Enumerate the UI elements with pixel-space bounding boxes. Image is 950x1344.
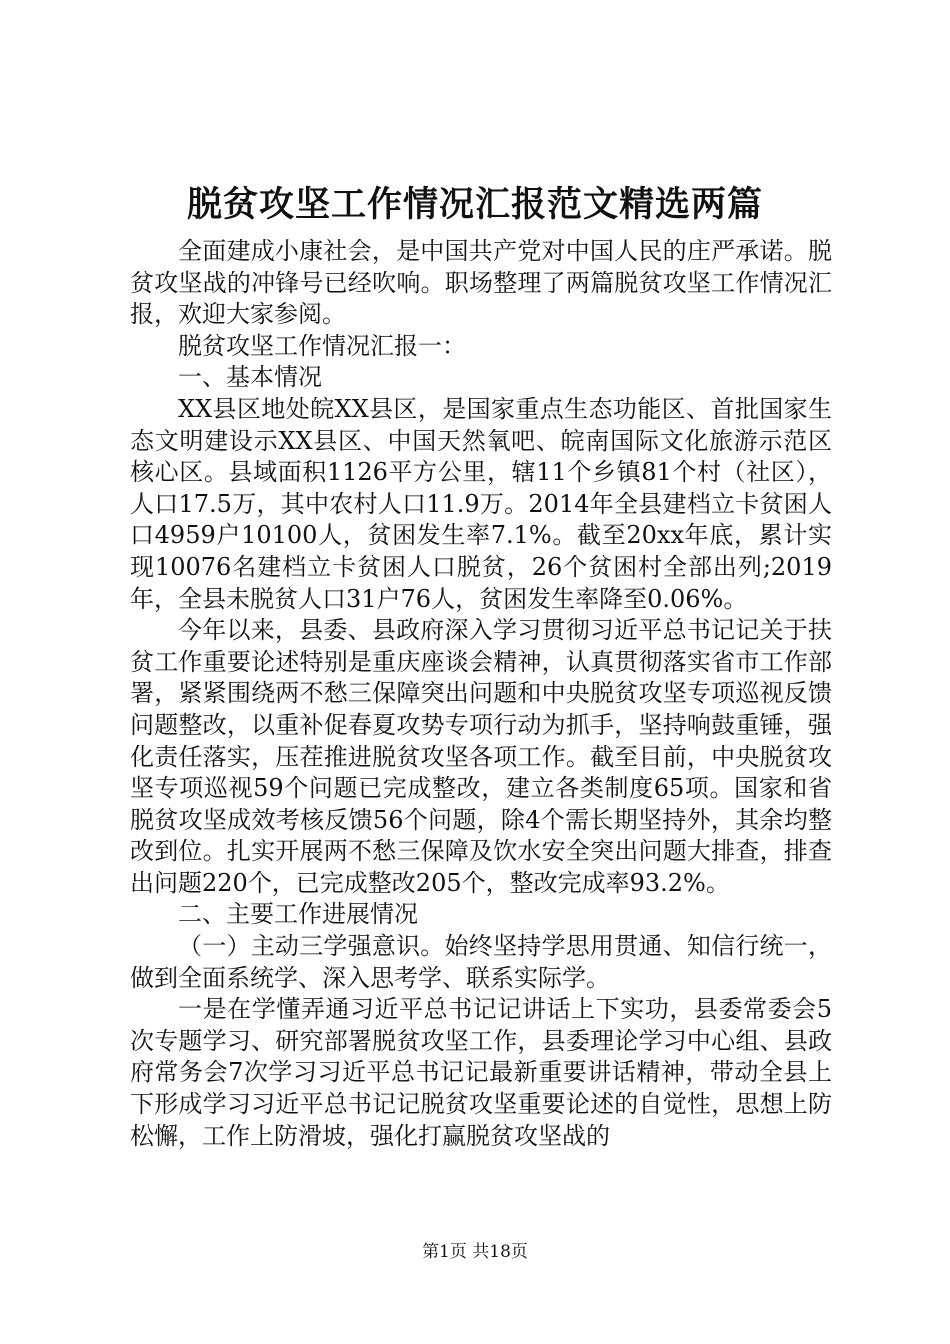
- paragraph-intro: 全面建成小康社会，是中国共产党对中国人民的庄严承诺。脱贫攻坚战的冲锋号已经吹响。职场整理了两篇脱贫攻坚工作情况汇报，欢迎大家参阅。: [130, 237, 832, 329]
- document-body: [130, 236, 832, 1152]
- paragraph-this-year: 今年以来，县委、县政府深入学习贯彻习近平总书记记关于扶贫工作重要论述特别是重庆座谈会精神，认真贯彻落实省市工作部署，紧紧围绕两不愁三保障突出问题和中央脱贫攻坚专项巡视反馈问题整改，以重补促春夏攻势专项行动为抓手，坚持响鼓重锤，强化责任落实，压茬推进脱贫攻坚各项工作。截至目前，中央脱贫攻坚专项巡视59个问题已完成整改，建立各类制度65项。国家和省脱贫攻坚成效考核反馈56个问题，除4个需长期坚持外，其余均整改到位。扎实开展两不愁三保障及饮水安全突出问题大排查，排查出问题220个，已完成整改205个，整改完成率93.2%。: [130, 616, 832, 897]
- paragraph-basic-info: XX县区地处皖XX县区，是国家重点生态功能区、首批国家生态文明建设示XX县区、中国天然氧吧、皖南国际文化旅游示范区核心区。县域面积1126平方公里，辖11个乡镇81个村（社区），人口17.5万，其中农村人口11.9万。2014年全县建档立卡贫困人口4959户10100人，贫困发生率7.1%。截至20xx年底，累计实现10076名建档立卡贫困人口脱贫，26个贫困村全部出列;2019年，全县未脱贫人口31户76人，贫困发生率降至0.06%。: [130, 394, 832, 613]
- document-title: 脱贫攻坚工作情况汇报范文精选两篇: [186, 184, 763, 225]
- page-footer: 第1页 共18页: [422, 1242, 528, 1262]
- paragraph-subsection-one: （一）主动三学强意识。始终坚持学思用贯通、知信行统一，做到全面系统学、深入思考学、联系实际学。: [130, 932, 832, 992]
- paragraph-report-heading: 脱贫攻坚工作情况汇报一：: [178, 331, 466, 360]
- paragraph-point-one: 一是在学懂弄通习近平总书记记讲话上下实功，县委常委会5次专题学习、研究部署脱贫攻坚工作，县委理论学习中心组、县政府常务会7次学习习近平总书记记最新重要讲话精神，带动全县上下形成学习习近平总书记记脱贫攻坚重要论述的自觉性，思想上防松懈，工作上防滑坡，强化打赢脱贫攻坚战的: [130, 995, 832, 1150]
- section-heading-basic: 一、基本情况: [178, 363, 322, 392]
- section-heading-progress: 二、主要工作进展情况: [178, 900, 418, 929]
